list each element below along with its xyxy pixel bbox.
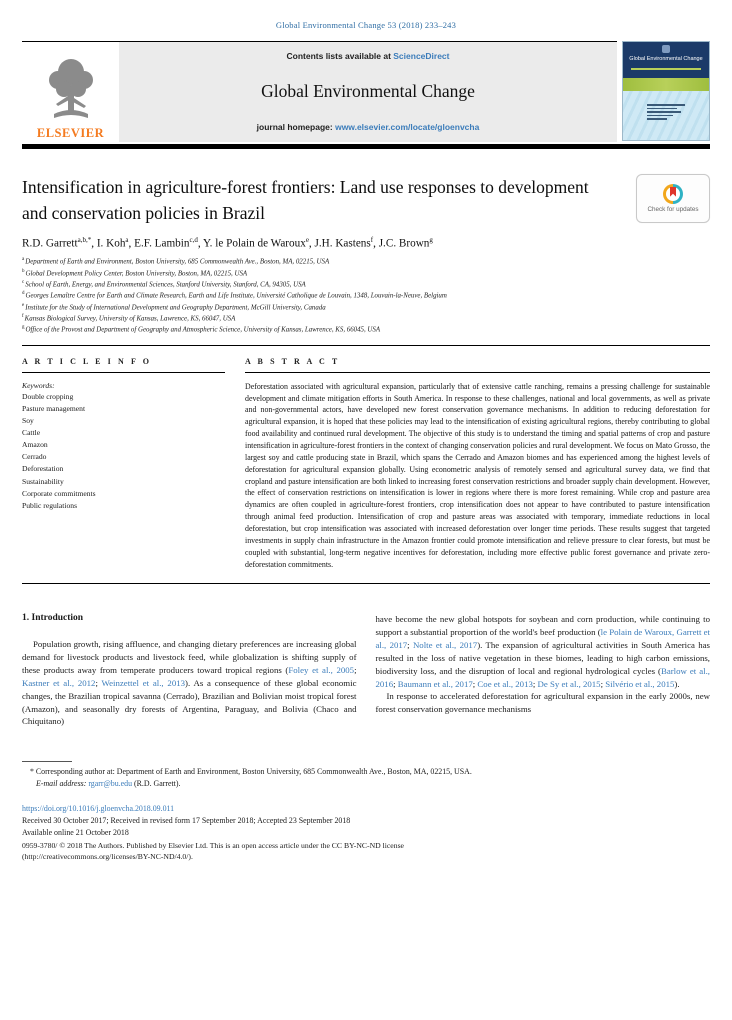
contents-list-line: Contents lists available at ScienceDirect — [286, 51, 450, 61]
received-line: Received 30 October 2017; Received in revised form 17 September 2018; Accepted 23 September 2018 — [22, 816, 351, 826]
affiliation-line: $^c$School of Earth, Energy, and Environmental Sciences, Stanford University, Stanford, CA, 94305, USA — [22, 279, 306, 289]
abstract-text: Deforestation associated with agricultural expansion, particularly that of extensive cattle ranching, remains a pressing challenge for sustainable development and climate mitigation efforts in South America. In response to these challenges, national and local governments, as well as private and non-governmental actors, have developed new forest conservation governance mechanisms. In addition to reducing deforestation for agricultural expansion, it is hoped that these policies may lead to the intensification of existing agricultural regions, thereby contributing to global food availability and continued rural development. The objective of this study is to understand the timing and spatial patterns of crop and pasture intensification in agriculture-forest frontiers in the context of changing conservation policies and rural development. We focus on Mato Grosso, the largest soy and cattle producing state in Brazil, which spans the Cerrado and Amazon biomes and has experienced among the highest levels of deforestation for agricultural expansion globally. Using econometric analysis of remotely sensed and agricultural survey data, we find that cropland and pasture intensification are both linked to increasing forest conservation restrictions and broader supply chain development. However, the effect of conservation restrictions on intensification is lower in regions where there is more forest remaining. While crop and pasture area dynamics are often coupled in agriculture-forest frontiers, crop intensification does not appear to have contributed to pasture intensification through animal feed production. Intensification of crop and pasture areas was associated with temporary, immediate reductions in local deforestation, but crop intensification was associated with increased deforestation over longer time periods. These results suggest that targeted investments in supply chain infrastructure in the Amazon frontier could promote intensification and relieve pressure to clear forests, but must be coupled with substantial, long-term negative incentives for deforestation, including more effective public forest governance and private zero-deforestation commitments. — [245, 381, 710, 569]
elsevier-tree-icon — [44, 56, 98, 126]
affiliations — [22, 256, 710, 335]
intro-paragraph: have become the new global hotspots for soybean and corn production, while continuing to support a substantial proportion of the world's beef production (le Polain de Waroux, Garrett et al., 2017; Nolte et al., 2017). The expansion of agricultural activities in South America has resulted in the loss of native vegetation in these biomes, leading to high carbon emissions, biodiversity loss, and the disruption of local and regional hydrological cycles (Barlow et al., 2016; Baumann et al., 2017; Coe et al., 2013; De Sy et al., 2015; Silvério et al., 2015). — [375, 614, 710, 689]
affiliation-line: $^g$Office of the Provost and Department of Geography and Atmospheric Science, University of Kansas, Lawrence, KS, 66045, USA — [22, 325, 381, 334]
citation-link[interactable]: rgarr@bu.edu — [88, 779, 133, 789]
corresponding-author-note: * Corresponding author at: Department of Earth and Environment, Boston University, 685 Commonwealth Ave., Boston, MA, 02215, USA. — [30, 767, 472, 777]
header-rule — [22, 144, 710, 149]
cover-title: Global Environmental Change — [629, 56, 703, 62]
keyword: Pasture management — [22, 403, 86, 413]
citation-link[interactable]: Foley et al., 2005 — [288, 665, 355, 676]
footnote-divider — [22, 761, 72, 762]
keyword: Amazon — [22, 440, 48, 450]
affiliation-line: $^a$Department of Earth and Environment, Boston University, 685 Commonwealth Ave., Boston, MA, 02215, USA — [22, 257, 330, 266]
keyword: Deforestation — [22, 464, 64, 474]
article-title: Intensification in agriculture-forest frontiers: Land use responses to development and conservation policies in Brazil — [22, 177, 589, 224]
citation-link[interactable]: Silvério et al., 2015 — [605, 678, 675, 689]
keyword: Public regulations — [22, 500, 78, 510]
abstract-column — [245, 357, 710, 571]
doi-link[interactable]: https://doi.org/10.1016/j.gloenvcha.2018.09.011 — [22, 803, 175, 813]
affiliation-line: $^d$Georges Lemaître Centre for Earth and Climate Research, Earth and Life Institute, Université Catholique de Louvain, 1348, Louvain-la-Neuve, Belgium — [22, 291, 447, 300]
keyword: Soy — [22, 415, 34, 425]
cover-top-band — [623, 42, 709, 78]
journal-reference: Global Environmental Change 53 (2018) 233–243 — [275, 20, 457, 30]
citation-link[interactable]: Kastner et al., 2012 — [22, 677, 96, 688]
abstract-heading: A B S T R A C T — [245, 356, 340, 366]
intro-left-column — [22, 613, 357, 728]
keyword: Double cropping — [22, 391, 74, 401]
divider — [22, 583, 710, 584]
available-online-line: Available online 21 October 2018 — [22, 828, 129, 838]
citation-link[interactable]: le Polain de Waroux, Garrett et al., 2017 — [375, 627, 710, 651]
citation-link[interactable]: Weinzettel et al., 2013 — [101, 677, 186, 688]
journal-homepage-line: journal homepage: www.elsevier.com/locate/gloenvcha — [256, 122, 480, 132]
divider — [22, 345, 710, 346]
citation-link[interactable]: Baumann et al., 2017 — [397, 678, 473, 689]
section-heading: 1. Introduction — [22, 613, 84, 624]
footnote-block — [22, 761, 710, 790]
intro-paragraph: In response to accelerated deforestation for agricultural expansion in the early 2000s, new forest conservation governance mechanisms — [375, 691, 710, 715]
copyright-line: 0959-3780/ © 2018 The Authors. Published by Elsevier Ltd. This is an open access article under the CC BY-NC-ND license — [22, 840, 404, 850]
elsevier-wordmark: ELSEVIER — [36, 126, 105, 140]
check-for-updates-badge[interactable] — [636, 174, 710, 223]
intro-paragraph: Population growth, rising affluence, and changing dietary preferences are increasing global demand for livestock products and livestock feed, while globalization is shifting supply of these products away from temperate producers toward tropical regions (Foley et al., 2005; Kastner et al., 2012; Weinzettel et al., 2013). As a consequence of these global economic changes, the Brazilian tropical savanna (Cerrado), Brazilian and Bolivian moist tropical forest (Amazon), and seasonally dry forests of Argentina, Paraguay, and Bolivia (Chaco and Chiquitano) — [22, 639, 357, 727]
abstract-rule — [245, 372, 710, 373]
citation-link[interactable]: Nolte et al., 2017 — [412, 640, 478, 651]
crossmark-icon — [663, 184, 683, 204]
license-link-line: (http://creativecommons.org/licenses/BY-NC-ND/4.0/). — [22, 852, 193, 862]
article-info-rule — [22, 372, 225, 373]
citation-link[interactable]: Coe et al., 2013 — [477, 678, 533, 689]
affiliation-line: $^b$Global Development Policy Center, Boston University, Boston, MA, 02215, USA — [22, 268, 248, 277]
paper-page — [0, 20, 732, 863]
keywords-label: Keywords: — [22, 380, 55, 390]
intro-right-column — [376, 613, 711, 728]
citation-link[interactable]: De Sy et al., 2015 — [537, 678, 601, 689]
citation-link[interactable]: Barlow et al., 2016 — [375, 665, 710, 689]
introduction-section — [22, 613, 710, 728]
journal-cover-thumbnail[interactable] — [622, 41, 710, 141]
journal-header-box — [22, 41, 617, 142]
keyword: Corporate commitments — [22, 488, 96, 498]
article-info-heading: A R T I C L E I N F O — [22, 356, 152, 366]
affiliation-line: $^e$Institute for the Study of International Development and Geography Department, McGill University, Canada — [22, 302, 326, 311]
check-for-updates-label: Check for updates — [647, 205, 699, 213]
citation-link[interactable]: www.elsevier.com/locate/gloenvcha — [335, 122, 480, 132]
cover-text-lines — [647, 104, 687, 122]
cover-green-band — [623, 78, 709, 91]
elsevier-logo[interactable] — [22, 42, 119, 142]
affiliation-line: $^f$Kansas Biological Survey, University of Kansas, Lawrence, KS, 66047, USA — [22, 313, 236, 323]
author-list: R.D. Garrett$^{a,b,*}$, I. Koh$^a$, E.F. Lambin$^{c,d}$, Y. le Polain de Waroux$^e$, J.H. Kastens$^f$, J.C. Brown$^g$ — [22, 235, 433, 250]
journal-header — [22, 41, 710, 142]
keyword: Cattle — [22, 428, 41, 438]
keyword: Sustainability — [22, 476, 64, 486]
email-line: E-mail address: rgarr@bu.edu (R.D. Garrett). — [36, 779, 181, 789]
cover-publisher-logo — [662, 45, 670, 53]
citation-link[interactable]: ScienceDirect — [393, 51, 450, 61]
keywords-list — [22, 391, 225, 512]
keyword: Cerrado — [22, 452, 47, 462]
journal-title: Global Environmental Change — [261, 81, 475, 101]
journal-banner — [119, 42, 617, 142]
cover-divider — [631, 68, 701, 70]
article-info-column — [22, 357, 225, 571]
